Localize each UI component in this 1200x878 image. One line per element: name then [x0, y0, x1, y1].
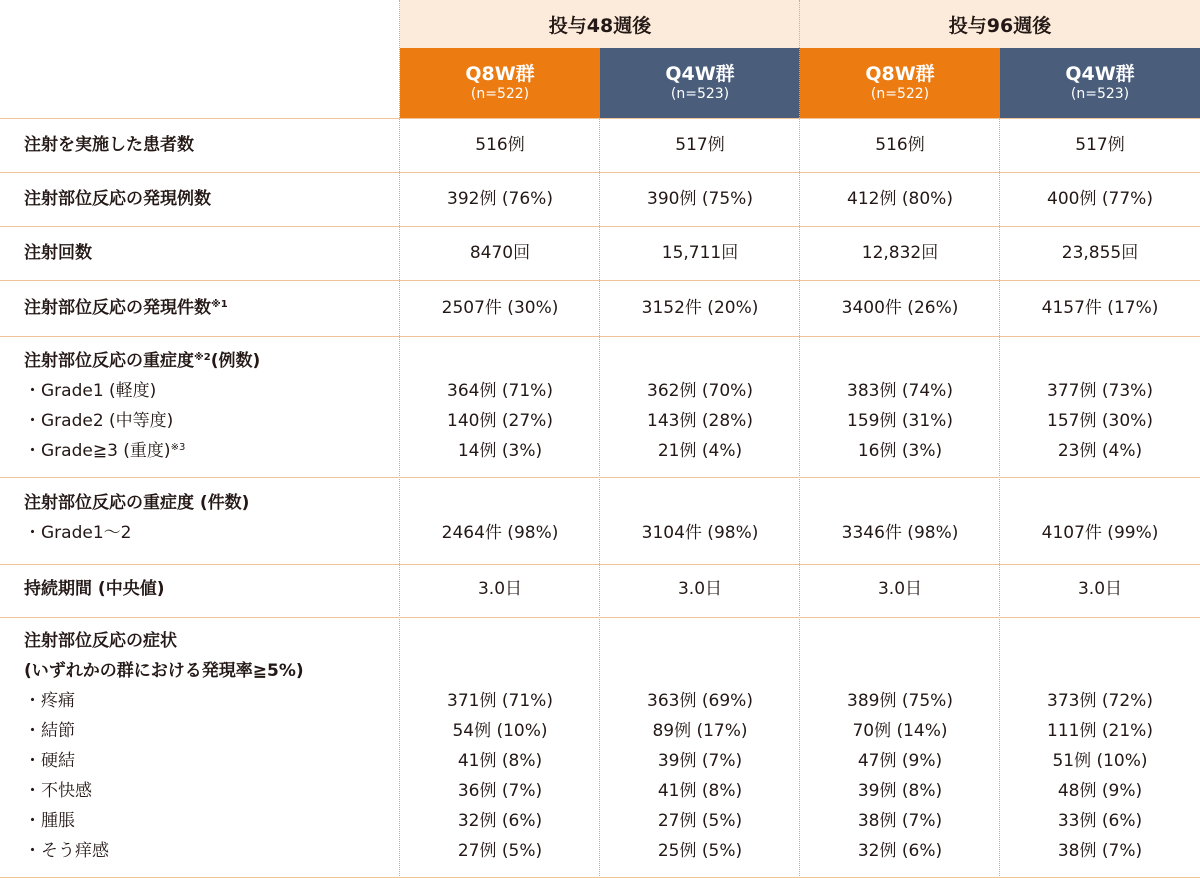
cell-value: 27例 (5%)	[457, 841, 543, 861]
cell-value: 48例 (9%)	[1057, 781, 1143, 801]
group-header-q4w-48	[600, 48, 800, 118]
sub-label: ・Grade2 (中等度)	[24, 411, 174, 431]
period-header-96w	[800, 0, 1200, 48]
footnote-marker: ※1	[211, 299, 228, 310]
row-label-symptoms	[24, 626, 304, 866]
severity-patients-title: 注射部位反応の重症度$^{※2}$(例数)	[24, 351, 261, 371]
cell-value: 3.0日	[877, 579, 923, 599]
period-header-48w	[400, 0, 800, 48]
cell-value: 159例 (31%)	[847, 411, 953, 431]
cell-value-group	[400, 686, 600, 866]
cell-value: 377例 (73%)	[1047, 381, 1153, 401]
cell-value: 517例	[675, 135, 725, 155]
sub-label: ・結節	[24, 721, 75, 741]
cell-value: 400例 (77%)	[1047, 189, 1153, 209]
cell-value-group	[800, 376, 1000, 466]
cell-value: 390例 (75%)	[647, 189, 753, 209]
cell-value: 51例 (10%)	[1052, 751, 1148, 771]
row-label-severity-patients	[24, 346, 260, 466]
period-96w-label: 投与96週後	[948, 14, 1052, 37]
row-label-patients-injected: 注射を実施した患者数	[24, 135, 194, 155]
row-divider	[0, 617, 1200, 618]
cell-value: 363例 (69%)	[647, 691, 753, 711]
cell-value: 23例 (4%)	[1057, 441, 1143, 461]
cell-value: 39例 (7%)	[657, 751, 743, 771]
severity-events-title: 注射部位反応の重症度 (件数)	[24, 493, 250, 513]
cell-value: 39例 (8%)	[857, 781, 943, 801]
cell-value: 33例 (6%)	[1057, 811, 1143, 831]
sub-label: ・Grade1～2	[24, 523, 132, 543]
cell-value: 89例 (17%)	[652, 721, 748, 741]
cell-value: 373例 (72%)	[1047, 691, 1153, 711]
cell-value: 54例 (10%)	[452, 721, 548, 741]
row-label-injection-count: 注射回数	[24, 243, 92, 263]
cell-value: 27例 (5%)	[657, 811, 743, 831]
cell-value: 36例 (7%)	[457, 781, 543, 801]
cell-value: 516例	[475, 135, 525, 155]
row-divider	[0, 564, 1200, 565]
cell-value-group	[600, 376, 800, 466]
cell-value: 15,711回	[661, 243, 739, 263]
group-n: (n=522)	[870, 85, 930, 102]
cell-value: 157例 (30%)	[1047, 411, 1153, 431]
row-divider	[0, 477, 1200, 478]
cell-value: 41例 (8%)	[457, 751, 543, 771]
cell-value-group	[1000, 686, 1200, 866]
cell-value: 2507件 (30%)	[441, 298, 559, 318]
sub-label: ・Grade1 (軽度)	[24, 381, 157, 401]
cell-value-group	[1000, 376, 1200, 466]
row-label-reaction-patients: 注射部位反応の発現例数	[24, 189, 211, 209]
cell-value: 21例 (4%)	[657, 441, 743, 461]
row-label-severity-events	[24, 488, 249, 548]
cell-value: 23,855回	[1061, 243, 1139, 263]
cell-value: 4157件 (17%)	[1041, 298, 1159, 318]
cell-value: 32例 (6%)	[857, 841, 943, 861]
symptoms-title: 注射部位反応の症状	[24, 631, 177, 651]
cell-value: 364例 (71%)	[447, 381, 553, 401]
footnote-marker: ※2	[194, 352, 211, 363]
row-divider	[0, 336, 1200, 337]
cell-value: 3.0日	[677, 579, 723, 599]
sub-label: ・不快感	[24, 781, 92, 801]
cell-value: 32例 (6%)	[457, 811, 543, 831]
cell-value: 516例	[875, 135, 925, 155]
cell-value: 371例 (71%)	[447, 691, 553, 711]
cell-value: 392例 (76%)	[447, 189, 553, 209]
sub-label: ・硬結	[24, 751, 75, 771]
group-header-q8w-96	[800, 48, 1000, 118]
cell-value: 143例 (28%)	[647, 411, 753, 431]
cell-value: 25例 (5%)	[657, 841, 743, 861]
cell-value: 3346件 (98%)	[841, 523, 959, 543]
group-name: Q8W群	[465, 63, 535, 86]
group-n: (n=523)	[1070, 85, 1130, 102]
cell-value: 3.0日	[477, 579, 523, 599]
footnote-marker: ※3	[170, 442, 186, 453]
group-n: (n=522)	[470, 85, 530, 102]
cell-value: 38例 (7%)	[1057, 841, 1143, 861]
sub-label: ・そう痒感	[24, 841, 109, 861]
cell-value: 362例 (70%)	[647, 381, 753, 401]
period-48w-label: 投与48週後	[548, 14, 652, 37]
cell-value: 38例 (7%)	[857, 811, 943, 831]
group-header-q8w-48	[400, 48, 600, 118]
cell-value: 3400件 (26%)	[841, 298, 959, 318]
cell-value: 517例	[1075, 135, 1125, 155]
cell-value: 3104件 (98%)	[641, 523, 759, 543]
row-divider	[0, 226, 1200, 227]
cell-value: 3152件 (20%)	[641, 298, 759, 318]
group-header-q4w-96	[1000, 48, 1200, 118]
cell-value: 2464件 (98%)	[441, 523, 559, 543]
cell-value: 383例 (74%)	[847, 381, 953, 401]
sub-label: ・Grade≧3 (重度)$^{※3}$	[24, 441, 186, 461]
cell-value-group	[800, 686, 1000, 866]
row-divider	[0, 280, 1200, 281]
cell-value: 70例 (14%)	[852, 721, 948, 741]
cell-value: 16例 (3%)	[857, 441, 943, 461]
group-name: Q4W群	[1065, 63, 1135, 86]
row-divider	[0, 118, 1200, 119]
cell-value: 8470回	[469, 243, 531, 263]
cell-value: 140例 (27%)	[447, 411, 553, 431]
cell-value: 389例 (75%)	[847, 691, 953, 711]
row-divider	[0, 172, 1200, 173]
group-name: Q4W群	[665, 63, 735, 86]
symptoms-subtitle: (いずれかの群における発現率≧5%)	[24, 661, 304, 681]
cell-value: 412例 (80%)	[847, 189, 953, 209]
cell-value: 4107件 (99%)	[1041, 523, 1159, 543]
cell-value-group	[600, 686, 800, 866]
group-n: (n=523)	[670, 85, 730, 102]
sub-label: ・腫脹	[24, 811, 75, 831]
cell-value: 47例 (9%)	[857, 751, 943, 771]
group-name: Q8W群	[865, 63, 935, 86]
cell-value-group	[400, 376, 600, 466]
sub-label: ・疼痛	[24, 691, 75, 711]
row-label-reaction-events: 注射部位反応の発現件数$^{※1}$	[24, 298, 228, 318]
cell-value: 41例 (8%)	[657, 781, 743, 801]
cell-value: 3.0日	[1077, 579, 1123, 599]
cell-value: 111例 (21%)	[1047, 721, 1153, 741]
row-label-duration: 持続期間 (中央値)	[24, 579, 165, 599]
cell-value: 12,832回	[861, 243, 939, 263]
cell-value: 14例 (3%)	[457, 441, 543, 461]
